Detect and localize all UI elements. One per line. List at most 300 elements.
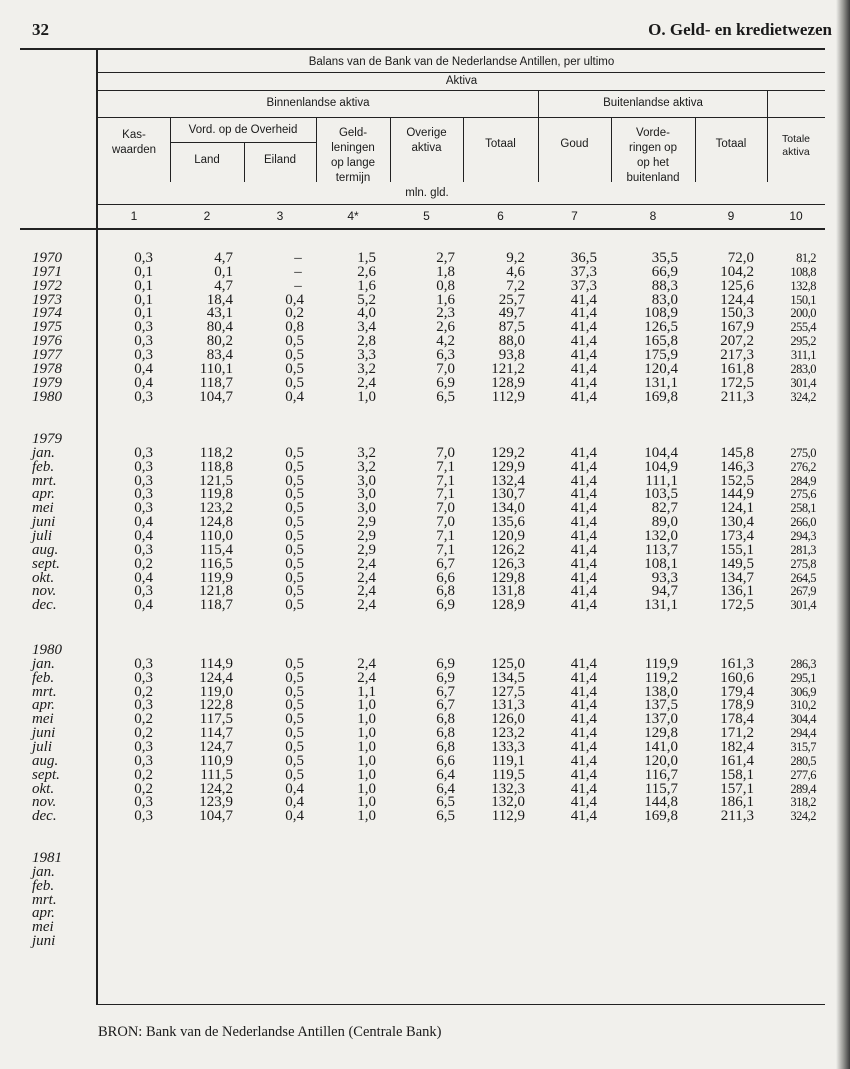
cell-col-9: 125,6 bbox=[720, 277, 754, 294]
cell-col-9: 134,7 bbox=[720, 569, 754, 586]
cell-col-10: 301,4 bbox=[790, 375, 816, 390]
cell-col-7: 41,4 bbox=[570, 569, 597, 586]
row-label: jan. bbox=[32, 655, 55, 672]
cell-col-10: 311,1 bbox=[790, 347, 816, 362]
cell-col-4: 2,4 bbox=[357, 569, 376, 586]
cell-col-10: 324,2 bbox=[790, 389, 816, 404]
cell-col-2: 80,2 bbox=[206, 333, 233, 350]
cell-col-8: 120,4 bbox=[644, 360, 678, 377]
cell-col-2: 114,7 bbox=[199, 725, 233, 742]
row-label: apr. bbox=[32, 486, 55, 503]
cell-col-2: 116,5 bbox=[199, 555, 233, 572]
cell-col-2: 122,8 bbox=[199, 697, 233, 714]
cell-col-5: 6,7 bbox=[436, 697, 455, 714]
cell-col-10: 81,2 bbox=[796, 251, 816, 265]
cell-col-7: 41,4 bbox=[570, 291, 597, 308]
cell-col-10: 150,1 bbox=[790, 292, 816, 307]
cell-col-8: 144,8 bbox=[644, 794, 678, 811]
cell-col-4: 3,0 bbox=[357, 486, 376, 503]
cell-col-8: 35,5 bbox=[651, 250, 678, 266]
cell-col-5: 7,1 bbox=[436, 541, 455, 558]
cell-col-2: 117,5 bbox=[199, 711, 233, 728]
cell-col-10: 255,4 bbox=[790, 320, 816, 335]
cell-col-6: 127,5 bbox=[491, 683, 525, 700]
row-label: mrt. bbox=[32, 472, 57, 489]
cell-col-1: 0,1 bbox=[134, 277, 153, 294]
cell-col-6: 129,8 bbox=[491, 569, 525, 586]
cell-col-6: 126,2 bbox=[491, 541, 525, 558]
cell-col-10: 280,5 bbox=[790, 753, 816, 768]
cell-col-1: 0,4 bbox=[134, 528, 153, 544]
cell-col-2: 118,7 bbox=[199, 374, 233, 391]
cell-col-9: 158,1 bbox=[720, 766, 754, 783]
row-label: juli bbox=[32, 528, 53, 544]
rule bbox=[20, 228, 825, 230]
cell-col-5: 7,0 bbox=[436, 360, 455, 377]
cell-col-7: 41,4 bbox=[570, 360, 597, 377]
cell-col-1: 0,3 bbox=[134, 697, 153, 714]
cell-col-2: 124,2 bbox=[199, 780, 233, 797]
cell-col-1: 0,2 bbox=[134, 683, 153, 700]
cell-col-7: 41,4 bbox=[570, 766, 597, 783]
section-year-heading: 1980 bbox=[32, 642, 62, 658]
cell-col-6: 131,3 bbox=[491, 697, 525, 714]
column-header: Overige aktiva bbox=[406, 127, 447, 154]
cell-col-4: 3,0 bbox=[357, 472, 376, 489]
cell-col-7: 41,4 bbox=[570, 500, 597, 517]
cell-col-2: 119,9 bbox=[199, 569, 233, 586]
cell-col-9: 211,3 bbox=[720, 388, 754, 405]
cell-col-7: 37,3 bbox=[570, 277, 597, 294]
cell-col-1: 0,3 bbox=[134, 250, 153, 266]
cell-col-2: 118,7 bbox=[199, 597, 233, 614]
cell-col-3: – bbox=[294, 263, 302, 280]
cell-col-2: 123,9 bbox=[199, 794, 233, 811]
row-label: 1979 bbox=[32, 374, 62, 391]
row-label: 1980 bbox=[32, 388, 62, 405]
cell-col-7: 41,4 bbox=[570, 794, 597, 811]
cell-col-2: 119,0 bbox=[199, 683, 233, 700]
cell-col-2: 80,4 bbox=[206, 319, 233, 336]
cell-col-5: 7,1 bbox=[436, 486, 455, 503]
cell-col-2: 83,4 bbox=[206, 346, 233, 363]
cell-col-3: 0,5 bbox=[285, 458, 304, 475]
row-label: juni bbox=[32, 725, 56, 742]
row-label: feb. bbox=[32, 877, 55, 894]
cell-col-10: 286,3 bbox=[790, 656, 816, 671]
cell-col-1: 0,3 bbox=[134, 388, 153, 405]
cell-col-10: 258,1 bbox=[790, 501, 816, 516]
cell-col-2: 4,7 bbox=[214, 277, 233, 294]
cell-col-5: 6,8 bbox=[436, 711, 455, 728]
cell-col-6: 9,2 bbox=[506, 250, 525, 266]
cell-col-9: 160,6 bbox=[720, 669, 754, 686]
cell-col-9: 150,3 bbox=[720, 305, 754, 322]
cell-col-1: 0,3 bbox=[134, 541, 153, 558]
cell-col-1: 0,2 bbox=[134, 555, 153, 572]
cell-col-1: 0,3 bbox=[134, 500, 153, 517]
cell-col-5: 6,9 bbox=[436, 374, 455, 391]
section-year-heading: 1981 bbox=[32, 850, 62, 866]
cell-col-5: 1,8 bbox=[436, 263, 455, 280]
cell-col-7: 41,4 bbox=[570, 683, 597, 700]
column-header: Vorde- ringen op op het buitenland bbox=[626, 127, 680, 184]
cell-col-7: 41,4 bbox=[570, 514, 597, 531]
row-label: dec. bbox=[32, 808, 57, 825]
cell-col-6: 120,9 bbox=[491, 528, 525, 544]
cell-col-5: 4,2 bbox=[436, 333, 455, 350]
cell-col-7: 41,4 bbox=[570, 528, 597, 544]
cell-col-9: 130,4 bbox=[720, 514, 754, 531]
cell-col-1: 0,1 bbox=[134, 263, 153, 280]
column-number: 5 bbox=[423, 209, 430, 223]
row-label: 1971 bbox=[32, 263, 62, 280]
cell-col-4: 5,2 bbox=[357, 291, 376, 308]
cell-col-8: 169,8 bbox=[644, 388, 678, 405]
cell-col-5: 6,9 bbox=[436, 655, 455, 672]
cell-col-7: 41,4 bbox=[570, 555, 597, 572]
cell-col-10: 108,8 bbox=[790, 264, 816, 279]
cell-col-1: 0,3 bbox=[134, 739, 153, 755]
aktiva-heading: Aktiva bbox=[445, 75, 478, 87]
cell-col-3: 0,8 bbox=[285, 319, 304, 336]
cell-col-9: 207,2 bbox=[720, 333, 754, 350]
cell-col-5: 2,6 bbox=[436, 319, 455, 336]
cell-col-3: 0,5 bbox=[285, 514, 304, 531]
cell-col-8: 120,0 bbox=[644, 752, 678, 769]
cell-col-5: 6,7 bbox=[436, 555, 455, 572]
chapter-title: O. Geld- en kredietwezen bbox=[648, 20, 832, 39]
cell-col-3: 0,5 bbox=[285, 541, 304, 558]
cell-col-5: 6,7 bbox=[436, 683, 455, 700]
cell-col-3: 0,5 bbox=[285, 346, 304, 363]
cell-col-9: 124,1 bbox=[720, 500, 754, 517]
cell-col-10: 306,9 bbox=[790, 684, 816, 699]
cell-col-1: 0,3 bbox=[134, 444, 153, 461]
cell-col-4: 3,4 bbox=[357, 319, 376, 336]
cell-col-6: 129,2 bbox=[491, 444, 525, 461]
cell-col-3: 0,4 bbox=[285, 794, 304, 811]
cell-col-4: 2,9 bbox=[357, 514, 376, 531]
cell-col-3: 0,5 bbox=[285, 444, 304, 461]
cell-col-4: 1,0 bbox=[357, 725, 376, 742]
section-year-heading: 1979 bbox=[32, 431, 62, 447]
column-number: 1 bbox=[130, 209, 138, 223]
cell-col-5: 1,6 bbox=[436, 291, 455, 308]
cell-col-1: 0,1 bbox=[134, 305, 153, 322]
cell-col-1: 0,2 bbox=[134, 711, 153, 728]
cell-col-4: 1,0 bbox=[357, 794, 376, 811]
cell-col-10: 295,2 bbox=[790, 334, 816, 349]
cell-col-10: 294,4 bbox=[790, 726, 816, 741]
cell-col-6: 121,2 bbox=[491, 360, 525, 377]
cell-col-7: 41,4 bbox=[570, 752, 597, 769]
cell-col-4: 2,4 bbox=[357, 374, 376, 391]
row-label: 1972 bbox=[32, 277, 62, 294]
cell-col-4: 1,0 bbox=[357, 711, 376, 728]
cell-col-4: 1,0 bbox=[357, 808, 376, 825]
rule bbox=[96, 72, 825, 73]
cell-col-4: 1,0 bbox=[357, 766, 376, 783]
cell-col-2: 110,9 bbox=[199, 752, 233, 769]
cell-col-2: 124,7 bbox=[199, 739, 233, 755]
cell-col-6: 128,9 bbox=[491, 597, 525, 614]
cell-col-10: 295,1 bbox=[790, 670, 816, 685]
cell-col-4: 1,1 bbox=[357, 683, 376, 700]
cell-col-10: 267,9 bbox=[790, 584, 816, 599]
cell-col-8: 141,0 bbox=[644, 739, 678, 755]
cell-col-1: 0,2 bbox=[134, 780, 153, 797]
cell-col-2: 121,5 bbox=[199, 472, 233, 489]
cell-col-5: 6,5 bbox=[436, 794, 455, 811]
row-label: mei bbox=[32, 500, 54, 517]
cell-col-5: 6,5 bbox=[436, 388, 455, 405]
cell-col-1: 0,3 bbox=[134, 472, 153, 489]
cell-col-10: 132,8 bbox=[790, 278, 816, 293]
cell-col-10: 315,7 bbox=[790, 740, 816, 754]
cell-col-6: 119,1 bbox=[491, 752, 525, 769]
row-label: okt. bbox=[32, 569, 55, 586]
row-label: mrt. bbox=[32, 683, 57, 700]
cell-col-3: 0,5 bbox=[285, 711, 304, 728]
cell-col-4: 2,9 bbox=[357, 528, 376, 544]
cell-col-8: 165,8 bbox=[644, 333, 678, 350]
row-label: juli bbox=[32, 739, 53, 755]
cell-col-5: 6,3 bbox=[436, 346, 455, 363]
cell-col-6: 125,0 bbox=[491, 655, 525, 672]
column-number: 3 bbox=[276, 209, 284, 223]
cell-col-8: 108,1 bbox=[644, 555, 678, 572]
cell-col-5: 2,7 bbox=[436, 250, 455, 266]
vord-overheid-heading: Vord. op de Overheid bbox=[188, 124, 298, 136]
cell-col-2: 124,4 bbox=[199, 669, 233, 686]
cell-col-7: 41,4 bbox=[570, 655, 597, 672]
column-header: Eiland bbox=[264, 154, 296, 166]
cell-col-8: 169,8 bbox=[644, 808, 678, 825]
cell-col-3: 0,4 bbox=[285, 808, 304, 825]
cell-col-4: 3,2 bbox=[357, 458, 376, 475]
cell-col-4: 1,0 bbox=[357, 739, 376, 755]
cell-col-2: 123,2 bbox=[199, 500, 233, 517]
cell-col-2: 115,4 bbox=[199, 541, 233, 558]
cell-col-1: 0,3 bbox=[134, 752, 153, 769]
cell-col-3: 0,5 bbox=[285, 500, 304, 517]
cell-col-5: 6,8 bbox=[436, 583, 455, 600]
cell-col-10: 310,2 bbox=[790, 698, 816, 713]
cell-col-6: 129,9 bbox=[491, 458, 525, 475]
cell-col-6: 93,8 bbox=[498, 346, 525, 363]
cell-col-4: 3,2 bbox=[357, 444, 376, 461]
cell-col-7: 41,4 bbox=[570, 697, 597, 714]
cell-col-6: 4,6 bbox=[506, 263, 525, 280]
cell-col-9: 124,4 bbox=[720, 291, 754, 308]
rule bbox=[96, 117, 825, 118]
cell-col-6: 119,5 bbox=[491, 766, 525, 783]
cell-col-9: 167,9 bbox=[720, 319, 754, 336]
cell-col-2: 43,1 bbox=[206, 305, 233, 322]
cell-col-2: 110,1 bbox=[199, 360, 233, 377]
cell-col-1: 0,4 bbox=[134, 514, 153, 531]
cell-col-1: 0,3 bbox=[134, 655, 153, 672]
cell-col-7: 41,4 bbox=[570, 597, 597, 614]
cell-col-5: 6,6 bbox=[436, 752, 455, 769]
row-label: 1970 bbox=[32, 250, 62, 266]
column-number: 2 bbox=[203, 209, 211, 223]
cell-col-7: 41,4 bbox=[570, 472, 597, 489]
cell-col-10: 266,0 bbox=[790, 515, 816, 530]
cell-col-8: 104,9 bbox=[644, 458, 678, 475]
cell-col-5: 0,8 bbox=[436, 277, 455, 294]
cell-col-3: 0,5 bbox=[285, 528, 304, 544]
cell-col-9: 171,2 bbox=[720, 725, 754, 742]
cell-col-7: 36,5 bbox=[570, 250, 597, 266]
cell-col-1: 0,3 bbox=[134, 583, 153, 600]
column-number: 8 bbox=[649, 209, 657, 223]
cell-col-5: 6,4 bbox=[436, 766, 455, 783]
cell-col-6: 123,2 bbox=[491, 725, 525, 742]
cell-col-8: 103,5 bbox=[644, 486, 678, 503]
table-title: Balans van de Bank van de Nederlandse Antillen, per ultimo bbox=[308, 56, 615, 68]
cell-col-4: 2,8 bbox=[357, 333, 376, 350]
cell-col-3: 0,4 bbox=[285, 780, 304, 797]
source-note: BRON: Bank van de Nederlandse Antillen (Centrale Bank) bbox=[98, 1024, 442, 1040]
cell-col-8: 104,4 bbox=[644, 444, 678, 461]
cell-col-3: 0,5 bbox=[285, 655, 304, 672]
cell-col-9: 211,3 bbox=[720, 808, 754, 825]
cell-col-2: 121,8 bbox=[199, 583, 233, 600]
cell-col-4: 2,4 bbox=[357, 583, 376, 600]
unit-label: mln. gld. bbox=[405, 187, 449, 199]
cell-col-3: 0,5 bbox=[285, 583, 304, 600]
cell-col-9: 186,1 bbox=[720, 794, 754, 811]
cell-col-4: 1,0 bbox=[357, 752, 376, 769]
cell-col-3: 0,5 bbox=[285, 374, 304, 391]
cell-col-10: 284,9 bbox=[790, 473, 816, 488]
column-header: Land bbox=[194, 154, 220, 166]
cell-col-10: 264,5 bbox=[790, 570, 816, 585]
column-number: 6 bbox=[497, 209, 504, 223]
cell-col-5: 7,1 bbox=[436, 528, 455, 544]
row-label: feb. bbox=[32, 458, 55, 475]
cell-col-9: 172,5 bbox=[720, 597, 754, 614]
row-label: nov. bbox=[32, 794, 57, 811]
row-label: sept. bbox=[32, 555, 60, 572]
cell-col-8: 132,0 bbox=[644, 528, 678, 544]
cell-col-9: 173,4 bbox=[720, 528, 754, 544]
row-label: apr. bbox=[32, 697, 55, 714]
cell-col-10: 275,8 bbox=[790, 556, 816, 571]
cell-col-4: 2,4 bbox=[357, 669, 376, 686]
cell-col-3: 0,5 bbox=[285, 683, 304, 700]
cell-col-6: 7,2 bbox=[506, 277, 525, 294]
cell-col-7: 41,4 bbox=[570, 388, 597, 405]
cell-col-3: 0,5 bbox=[285, 597, 304, 614]
cell-col-5: 6,9 bbox=[436, 597, 455, 614]
cell-col-10: 277,6 bbox=[790, 767, 816, 782]
cell-col-10: 275,6 bbox=[790, 487, 816, 502]
cell-col-2: 118,2 bbox=[199, 444, 233, 461]
cell-col-8: 137,5 bbox=[644, 697, 678, 714]
cell-col-1: 0,2 bbox=[134, 725, 153, 742]
cell-col-9: 172,5 bbox=[720, 374, 754, 391]
cell-col-8: 129,8 bbox=[644, 725, 678, 742]
cell-col-6: 88,0 bbox=[498, 333, 525, 350]
cell-col-7: 41,4 bbox=[570, 374, 597, 391]
cell-col-3: 0,5 bbox=[285, 333, 304, 350]
cell-col-6: 128,9 bbox=[491, 374, 525, 391]
row-label: mei bbox=[32, 919, 54, 936]
cell-col-9: 161,8 bbox=[720, 360, 754, 377]
cell-col-4: 4,0 bbox=[357, 305, 376, 322]
row-label: dec. bbox=[32, 597, 57, 614]
cell-col-2: 114,9 bbox=[199, 655, 233, 672]
cell-col-3: 0,5 bbox=[285, 669, 304, 686]
cell-col-8: 113,7 bbox=[644, 541, 678, 558]
cell-col-8: 89,0 bbox=[651, 514, 678, 531]
cell-col-7: 41,4 bbox=[570, 711, 597, 728]
row-label: juni bbox=[32, 933, 56, 950]
cell-col-6: 112,9 bbox=[491, 388, 525, 405]
cell-col-8: 88,3 bbox=[651, 277, 678, 294]
row-label: sept. bbox=[32, 766, 60, 783]
cell-col-5: 6,6 bbox=[436, 569, 455, 586]
column-header: Kas- waarden bbox=[111, 129, 157, 156]
cell-col-10: 301,4 bbox=[790, 598, 816, 613]
cell-col-3: 0,5 bbox=[285, 555, 304, 572]
cell-col-6: 134,5 bbox=[491, 669, 525, 686]
cell-col-6: 112,9 bbox=[491, 808, 525, 825]
cell-col-8: 115,7 bbox=[644, 780, 678, 797]
cell-col-10: 289,4 bbox=[790, 781, 816, 796]
cell-col-8: 119,2 bbox=[644, 669, 678, 686]
cell-col-6: 133,3 bbox=[491, 739, 525, 755]
cell-col-8: 138,0 bbox=[644, 683, 678, 700]
cell-col-5: 7,0 bbox=[436, 500, 455, 517]
cell-col-9: 182,4 bbox=[720, 739, 754, 755]
page-binding-shadow bbox=[836, 0, 850, 1069]
row-label: 1975 bbox=[32, 319, 62, 336]
cell-col-6: 130,7 bbox=[491, 486, 525, 503]
column-header: Totaal bbox=[715, 138, 747, 150]
cell-col-9: 146,3 bbox=[720, 458, 754, 475]
cell-col-4: 3,2 bbox=[357, 360, 376, 377]
cell-col-1: 0,3 bbox=[134, 346, 153, 363]
rule bbox=[96, 90, 825, 91]
row-label: 1974 bbox=[32, 305, 62, 322]
cell-col-8: 126,5 bbox=[644, 319, 678, 336]
cell-col-4: 3,0 bbox=[357, 500, 376, 517]
cell-col-1: 0,3 bbox=[134, 794, 153, 811]
cell-col-6: 25,7 bbox=[498, 291, 525, 308]
cell-col-6: 132,4 bbox=[491, 472, 525, 489]
cell-col-9: 157,1 bbox=[720, 780, 754, 797]
cell-col-3: 0,5 bbox=[285, 569, 304, 586]
cell-col-9: 144,9 bbox=[720, 486, 754, 503]
cell-col-2: 18,4 bbox=[206, 291, 233, 308]
cell-col-9: 136,1 bbox=[720, 583, 754, 600]
cell-col-9: 152,5 bbox=[720, 472, 754, 489]
cell-col-7: 41,4 bbox=[570, 808, 597, 825]
cell-col-2: 104,7 bbox=[199, 808, 233, 825]
cell-col-9: 178,4 bbox=[720, 711, 754, 728]
row-label: feb. bbox=[32, 669, 55, 686]
cell-col-8: 82,7 bbox=[651, 500, 678, 517]
cell-col-7: 41,4 bbox=[570, 346, 597, 363]
cell-col-2: 111,5 bbox=[200, 766, 233, 783]
cell-col-5: 6,9 bbox=[436, 669, 455, 686]
cell-col-4: 1,5 bbox=[357, 250, 376, 266]
cell-col-8: 137,0 bbox=[644, 711, 678, 728]
